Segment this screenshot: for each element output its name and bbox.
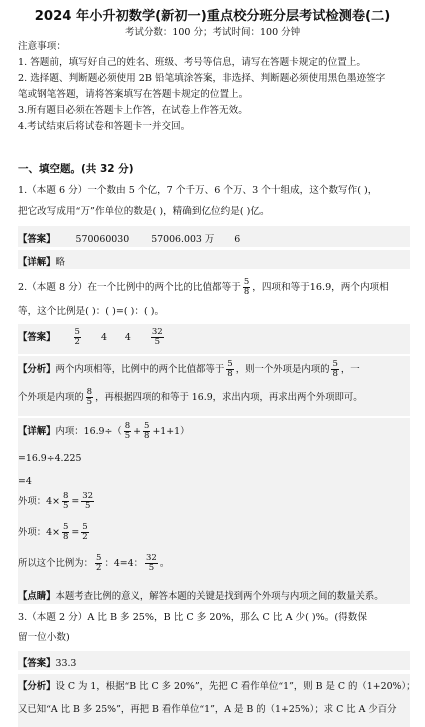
exam-subtitle: 考试分数：100 分；考试时间：100 分钟 bbox=[124, 27, 301, 38]
detail-text: 内项：16.9÷（ bbox=[55, 426, 122, 437]
detail-text: ：4=4： bbox=[104, 558, 143, 569]
q3-text-line1: 3.（本题 2 分）A 比 B 多 25%，B 比 C 多 20%，那么 C 比 A 少( )%。(得数保 bbox=[18, 612, 367, 623]
detail-text: = bbox=[71, 496, 80, 507]
fraction: $\frac{5}{2}$ bbox=[96, 553, 102, 573]
answer-value: 4 bbox=[100, 332, 107, 343]
detail-text: 外项：4× bbox=[18, 496, 60, 507]
detail-text: 外项：4× bbox=[18, 527, 60, 538]
q2-detail-line3: =4 bbox=[18, 476, 32, 487]
detail-text: +1+1） bbox=[152, 426, 190, 437]
analysis-tag: 【分析】 bbox=[18, 681, 56, 692]
q1-detail-box bbox=[18, 250, 410, 269]
analysis-tag: 【分析】 bbox=[18, 364, 56, 375]
answer-value: 4 bbox=[124, 332, 131, 343]
q2-text-line1 bbox=[18, 278, 389, 298]
notes-heading: 注意事项： bbox=[18, 41, 66, 52]
analysis-text: ，再根据四项的和等于 16.9，求出内项，再求出两个外项即可。 bbox=[95, 392, 363, 403]
exam-title: 2024 年小升初数学(新初一)重点校分班分层考试检测卷(二) bbox=[34, 9, 391, 24]
fraction: $\frac{5}{2}$ bbox=[82, 522, 88, 542]
q1-text-line1: 1.（本题 6 分）一个数由 5 个亿，7 个千万、6 个万、3 个十组成，这个数写作( )， bbox=[18, 185, 378, 196]
detail-text: 。 bbox=[159, 558, 170, 569]
q2-text-pre: 2.（本题 8 分）在一个比例中的两个比的比值都等于 bbox=[18, 282, 241, 293]
q2-analysis-line2 bbox=[18, 387, 363, 409]
q2-text-line2: 等，这个比例是( )：( )=( )：( )。 bbox=[18, 306, 165, 317]
q2-conclusion bbox=[18, 553, 169, 575]
q2-answer bbox=[18, 328, 166, 348]
note-item: 1. 答题前，填写好自己的姓名、班级、考号等信息，请写在答题卡规定的位置上。 bbox=[18, 57, 366, 68]
q3-analysis-line2: 又已知“A 比 B 多 25%”，再把 B 看作单位“1”，A 是 B 的（1+25%）；求 C 比 A 少百分 bbox=[18, 704, 397, 715]
q2-text-post: ，四项和等于16.9，两个内项相 bbox=[252, 282, 389, 293]
q2-detail-line1 bbox=[18, 421, 189, 443]
answer-value: 570060030 bbox=[75, 234, 130, 245]
analysis-text: 设 C 为 1，根据“B 比 C 多 20%”，先把 C 看作单位“1”，则 B 是 C 的（1+20%）； bbox=[55, 681, 416, 692]
fraction: $\frac{5}{2}$ bbox=[74, 327, 80, 347]
fraction: $\frac{8}{5}$ bbox=[124, 421, 131, 441]
answer-tag: 【答案】 bbox=[18, 332, 56, 343]
note-item: 2. 选择题、判断题必须使用 2B 铅笔填涂答案，非选择、判断题必须使用黑色墨迹签字 bbox=[18, 73, 386, 84]
fraction: $\frac{32}{5}$ bbox=[82, 491, 94, 511]
q2-detail-line2: =16.9÷4.225 bbox=[18, 453, 82, 464]
detail-text: = bbox=[71, 527, 80, 538]
q2-outer-term-2 bbox=[18, 522, 91, 544]
q2-tip bbox=[18, 588, 384, 602]
answer-value: 6 bbox=[234, 234, 241, 245]
analysis-text: ，一 bbox=[340, 364, 360, 375]
q3-answer bbox=[18, 655, 76, 669]
q1-text-line2: 把它改写成用“万”作单位的数是( )，精确到亿位约是( )亿。 bbox=[18, 206, 270, 217]
q2-analysis-line1 bbox=[18, 359, 360, 381]
detail-tag: 【详解】 bbox=[18, 257, 56, 268]
note-item: 3.所有题目必须在答题卡上作答，在试卷上作答无效。 bbox=[18, 105, 248, 116]
detail-text: + bbox=[133, 426, 142, 437]
fraction: $\frac{8}{5}$ bbox=[62, 491, 69, 511]
detail-text: 略 bbox=[55, 257, 65, 268]
section-title: 一、填空题。(共 32 分) bbox=[18, 163, 134, 175]
fraction: $\frac{5}{8}$ bbox=[227, 359, 233, 379]
q3-analysis-line1 bbox=[18, 678, 416, 692]
note-item: 笔或钢笔答题，请将答案填写在答题卡规定的位置上。 bbox=[18, 89, 249, 100]
fraction: $\frac{5}{8}$ bbox=[243, 277, 250, 297]
q2-outer-term-1 bbox=[18, 491, 96, 513]
q1-detail bbox=[18, 254, 65, 268]
fraction: $\frac{5}{8}$ bbox=[332, 359, 338, 379]
tip-tag: 【点睛】 bbox=[18, 591, 56, 602]
analysis-text: ，则一个外项是内项的 bbox=[235, 364, 330, 375]
fraction: $\frac{32}{5}$ bbox=[151, 327, 163, 347]
answer-tag: 【答案】 bbox=[18, 234, 56, 245]
detail-tag: 【详解】 bbox=[18, 426, 56, 437]
analysis-text: 两个内项相等，比例中的两个比值都等于 bbox=[55, 364, 225, 375]
note-item: 4.考试结束后将试卷和答题卡一并交回。 bbox=[18, 121, 191, 132]
answer-tag: 【答案】 bbox=[18, 658, 56, 669]
tip-text: 本题考查比例的意义，解答本题的关键是找到两个外项与内项之间的数量关系。 bbox=[55, 591, 384, 602]
fraction: $\frac{8}{5}$ bbox=[86, 387, 93, 407]
fraction: $\frac{5}{8}$ bbox=[144, 421, 150, 441]
fraction: $\frac{5}{8}$ bbox=[62, 522, 69, 542]
q3-answer-box bbox=[18, 651, 410, 670]
fraction: $\frac{32}{5}$ bbox=[145, 553, 157, 573]
answer-value: 33.3 bbox=[55, 658, 77, 669]
answer-value: 57006.003 万 bbox=[151, 234, 215, 245]
analysis-text: 个外项是内项的 bbox=[18, 392, 84, 403]
q1-answer bbox=[18, 231, 240, 245]
q3-text-line2: 留一位小数) bbox=[18, 632, 70, 643]
detail-text: 所以这个比例为： bbox=[18, 558, 94, 569]
